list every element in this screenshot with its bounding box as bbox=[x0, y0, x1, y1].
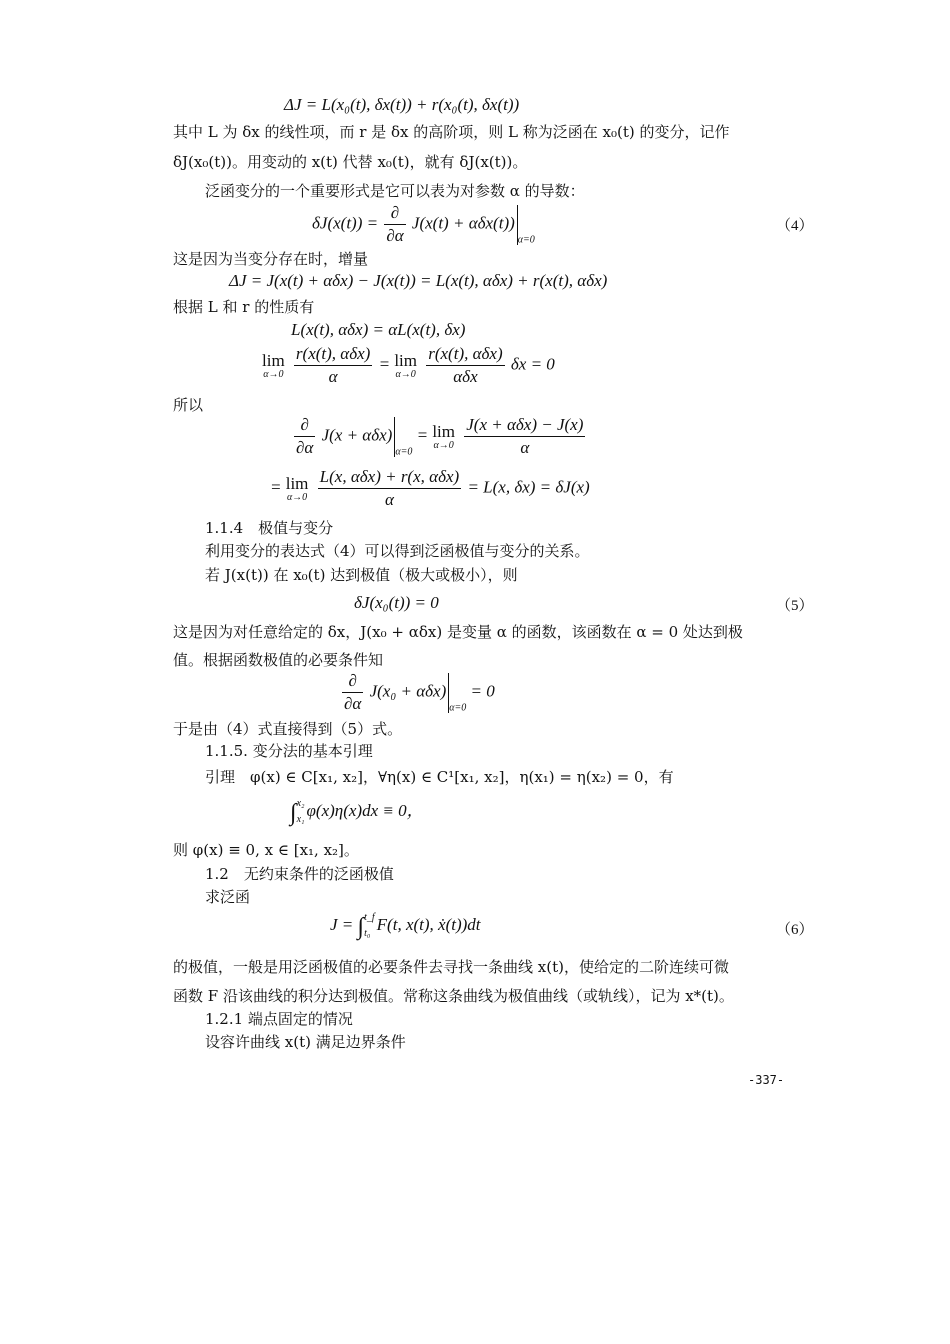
integrand: φ(x)η(x)dx ≡ 0， bbox=[306, 800, 424, 820]
eq-increment: ΔJ = J(x(t) + αδx) − J(x(t)) = L(x(t), αδx) + r(x(t), αδx) bbox=[229, 271, 608, 290]
text-line: 利用变分的表达式（4）可以得到泛函极值与变分的关系。 bbox=[205, 542, 590, 560]
limit-op: lim α→0 bbox=[394, 350, 417, 380]
eq-integral-lemma bbox=[290, 796, 424, 828]
fraction: $\frac{\text{r(x(t), αδx)}}{\text{αδx}}$ bbox=[428, 344, 503, 386]
eq-derivative-limit bbox=[292, 414, 587, 463]
page-number: -337- bbox=[748, 1073, 785, 1087]
fraction: $\frac{\partial}{\partial\alpha}$ bbox=[296, 415, 314, 457]
integral-limits: x₂ x₁ bbox=[296, 798, 305, 825]
text-line: 其中 L 为 δx 的线性项，而 r 是 δx 的高阶项，则 L 称为泛函在 x₀(t) 的变分，记作 bbox=[173, 123, 730, 141]
eq-4-num: ∂ bbox=[384, 202, 405, 225]
eq-tail: δx = 0 bbox=[510, 354, 555, 374]
integral-limits: t_f t₀ bbox=[364, 912, 375, 939]
limit-op: lim α→0 bbox=[432, 421, 455, 451]
eval-sub: α=0 bbox=[449, 702, 467, 714]
text-line: 泛函变分的一个重要形式是它可以表为对参数 α 的导数： bbox=[205, 182, 585, 200]
eq-number-6: （6） bbox=[776, 922, 814, 938]
fraction: $\frac{\text{J(x + αδx) − J(x)}}{\alpha}$ bbox=[466, 415, 584, 457]
eq-4 bbox=[312, 202, 535, 251]
eval-bar bbox=[394, 417, 395, 457]
eq-necessary bbox=[340, 670, 495, 719]
integral-sign: ∫ bbox=[290, 799, 297, 826]
text-line: δJ(x₀(t))。用变动的 x(t) 代替 x₀(t)，就有 δJ(x(t))。 bbox=[173, 153, 528, 171]
text-line: 设容许曲线 x(t) 满足边界条件 bbox=[205, 1033, 406, 1051]
limit-op: lim α→0 bbox=[262, 350, 285, 380]
section-heading: 1.1.4 极值与变分 bbox=[205, 519, 334, 537]
eq-6 bbox=[330, 910, 481, 942]
eval-bar bbox=[448, 673, 449, 713]
text-line: 于是由（4）式直接得到（5）式。 bbox=[173, 720, 403, 738]
fraction: $\frac{\text{L(x, αδx) + r(x, αδx)}}{\alpha}$ bbox=[319, 467, 460, 509]
text-line: 的极值，一般是用泛函极值的必要条件去寻找一条曲线 x(t)，使给定的二阶连续可微 bbox=[173, 958, 729, 976]
eq-derivative-limit-2 bbox=[270, 466, 590, 511]
eq-4-derivative bbox=[384, 202, 405, 247]
eq-4-sub: α=0 bbox=[517, 234, 535, 246]
text-line: 则 φ(x) ≡ 0, x ∈ [x₁, x₂]。 bbox=[173, 841, 359, 859]
equals-sign: = bbox=[378, 354, 391, 374]
text-line: 若 J(x(t)) 在 x₀(t) 达到极值（极大或极小），则 bbox=[205, 566, 518, 584]
limit-op: lim α→0 bbox=[285, 473, 309, 503]
eq-tail: = 0 bbox=[470, 681, 495, 701]
section-heading: 1.1.5. 变分法的基本引理 bbox=[205, 742, 373, 760]
text-line: 函数 F 沿该曲线的积分达到极值。常称这条曲线为极值曲线（或轨线），记为 x*(t)。 bbox=[173, 987, 734, 1005]
eq-tail: = L(x, δx) = δJ(x) bbox=[467, 477, 590, 497]
eval-bar bbox=[517, 205, 518, 245]
fraction: $\frac{\text{r(x(t), αδx)}}{\alpha}$ bbox=[295, 344, 371, 386]
eq-mid: J(x₀ + αδx) bbox=[369, 681, 447, 701]
section-heading: 1.2 无约束条件的泛函极值 bbox=[205, 865, 394, 883]
eq-5: δJ(x₀(t)) = 0 bbox=[354, 593, 439, 612]
eq-L-linear: L(x(t), αδx) = αL(x(t), δx) bbox=[291, 320, 466, 339]
section-heading: 1.2.1 端点固定的情况 bbox=[205, 1010, 353, 1028]
eq-mid: J(x + αδx) bbox=[321, 425, 393, 445]
text-line: 值。根据函数极值的必要条件知 bbox=[173, 651, 384, 669]
eq-r-limit bbox=[262, 343, 555, 388]
text-line: 这是因为当变分存在时，增量 bbox=[173, 250, 369, 268]
lemma-statement: 引理 φ(x) ∈ C[x₁, x₂]，∀η(x) ∈ C¹[x₁, x₂]，η(x₁) = η(x₂) = 0，有 bbox=[205, 768, 674, 786]
text-line: 所以 bbox=[173, 396, 204, 414]
eq-4-rest: J(x(t) + αδx(t)) bbox=[411, 213, 515, 233]
integral-sign: ∫ bbox=[357, 913, 365, 940]
eq-6-lhs: J = bbox=[330, 914, 354, 934]
eq-4-lhs: δJ(x(t)) = bbox=[312, 213, 379, 233]
eq-number-4: （4） bbox=[776, 218, 814, 234]
fraction: $\frac{\partial}{\partial\alpha}$ bbox=[344, 671, 362, 713]
text-line: 求泛函 bbox=[205, 888, 251, 906]
integrand: F(t, x(t), ẋ(t))dt bbox=[376, 914, 481, 934]
eval-sub: α=0 bbox=[395, 446, 413, 458]
text-line: 这是因为对任意给定的 δx，J(x₀ + αδx) 是变量 α 的函数，该函数在 α = 0 处达到极 bbox=[173, 623, 743, 641]
text-line: 根据 L 和 r 的性质有 bbox=[173, 298, 315, 316]
eq-number-5: （5） bbox=[776, 598, 814, 614]
eq-delta-J: ΔJ = L(x₀(t), δx(t)) + r(x₀(t), δx(t)) bbox=[284, 95, 520, 114]
equals-sign: = bbox=[270, 477, 282, 497]
eq-4-den: ∂α bbox=[386, 226, 404, 245]
equals-sign: = bbox=[416, 425, 429, 445]
